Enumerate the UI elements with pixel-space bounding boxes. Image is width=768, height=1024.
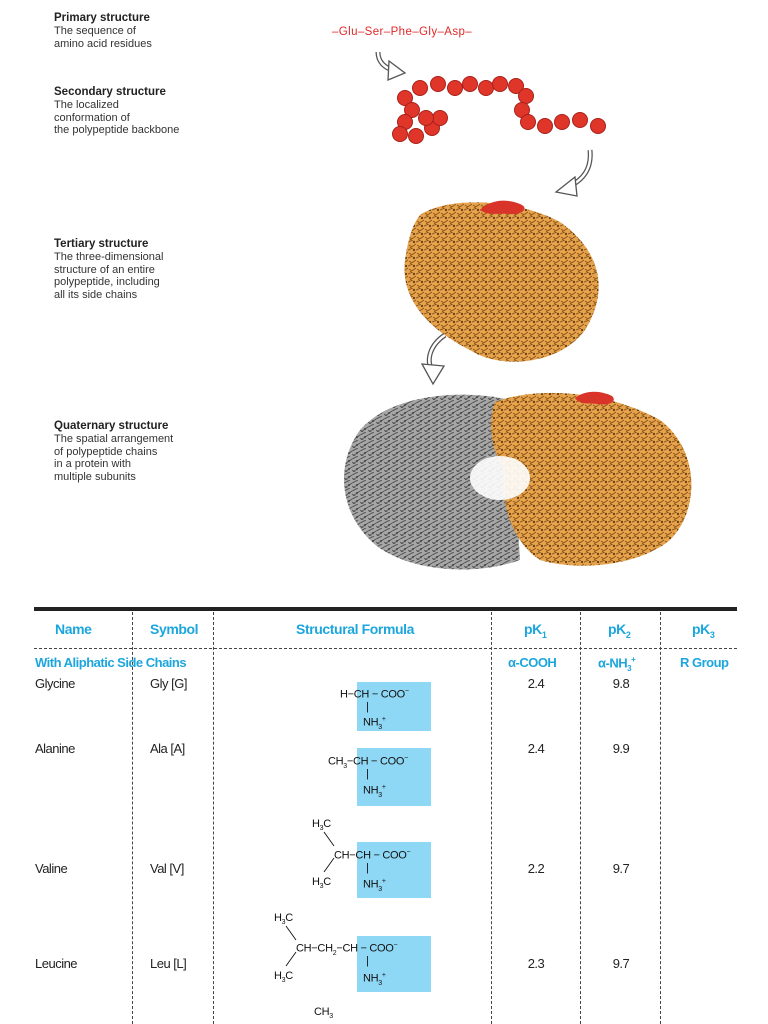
pk2-value: 9.8 xyxy=(612,676,630,691)
amino-group: $NH_3^+$ xyxy=(363,972,386,987)
quaternary-structure-desc: The spatial arrangement of polypeptide chains in a protein with multiple subunits xyxy=(54,433,174,483)
column-divider xyxy=(580,612,581,1024)
header-structural-formula: Structural Formula xyxy=(296,621,415,637)
bead xyxy=(433,111,448,126)
amino-acid-symbol: Ala [A] xyxy=(150,741,185,756)
amino-acid-name: Glycine xyxy=(35,676,75,691)
bond-line: | xyxy=(366,862,369,874)
header-pk2: $pK_2$ xyxy=(608,621,631,640)
arrow-icon xyxy=(556,150,590,196)
bond-line: | xyxy=(366,701,369,713)
alanine-formula: $CH_3-CH - COO^-$ xyxy=(328,755,408,770)
amino-group: $NH_3^+$ xyxy=(363,784,386,799)
subheader-pk2: $\alpha-NH_3^+$ xyxy=(598,655,636,673)
pk1-value: 2.2 xyxy=(527,861,545,876)
subheader-pk1: α-COOH xyxy=(508,655,557,670)
amino-acid-name: Valine xyxy=(35,861,68,876)
pk1-value: 2.3 xyxy=(527,956,545,971)
bead xyxy=(463,77,478,92)
bead xyxy=(409,129,424,144)
bond-lines xyxy=(272,920,302,972)
pk2-value: 9.7 xyxy=(612,956,630,971)
bond-line: | xyxy=(366,955,369,967)
tertiary-structure-title: Tertiary structure xyxy=(54,238,149,250)
pk1-value: 2.4 xyxy=(527,741,545,756)
bead xyxy=(591,119,606,134)
bond-lines xyxy=(310,826,340,878)
column-divider xyxy=(491,612,492,1024)
methyl-group: $H_3C$ xyxy=(312,818,331,833)
group-heading: With Aliphatic Side Chains xyxy=(35,655,187,670)
bead xyxy=(538,119,553,134)
pk2-value: 9.9 xyxy=(612,741,630,756)
bead xyxy=(573,113,588,128)
subheader-pk3: R Group xyxy=(680,655,729,670)
amino-acid-sequence: –Glu–Ser–Phe–Gly–Asp– xyxy=(332,26,473,38)
bead xyxy=(479,81,494,96)
header-pk3: $pK_3$ xyxy=(692,621,715,640)
methyl-group: $H_3C$ xyxy=(312,876,331,891)
table-header-rule xyxy=(34,648,737,649)
tertiary-structure-desc: The three-dimensional structure of an entire polypeptide, including all its side chains xyxy=(54,251,164,301)
pk1-value: 2.4 xyxy=(527,676,545,691)
tertiary-structure-model xyxy=(404,201,598,362)
primary-structure-desc: The sequence of amino acid residues xyxy=(54,25,152,50)
bead xyxy=(419,111,434,126)
bead xyxy=(521,115,536,130)
header-name: Name xyxy=(55,621,92,637)
secondary-structure-beads xyxy=(393,77,606,144)
amino-group: $NH_3^+$ xyxy=(363,716,386,731)
bead xyxy=(448,81,463,96)
methyl-group: $H_3C$ xyxy=(274,912,293,927)
amino-acid-name: Alanine xyxy=(35,741,75,756)
secondary-structure-desc: The localized conformation of the polypeptide backbone xyxy=(54,99,180,136)
arrow-icon xyxy=(378,52,405,80)
methyl-group: $H_3C$ xyxy=(274,970,293,985)
pk2-value: 9.7 xyxy=(612,861,630,876)
bead xyxy=(393,127,408,142)
arrow-icon xyxy=(422,335,445,384)
bead xyxy=(519,89,534,104)
primary-structure-title: Primary structure xyxy=(54,12,150,24)
quaternary-structure-model xyxy=(344,392,691,570)
header-symbol: Symbol xyxy=(150,621,199,637)
column-divider xyxy=(660,612,661,1024)
methyl-group: $CH_3$ xyxy=(314,1006,333,1021)
bead xyxy=(413,81,428,96)
glycine-formula: H−CH − COO− xyxy=(340,688,409,701)
valine-formula: CH−CH − COO− xyxy=(334,849,411,862)
bead xyxy=(555,115,570,130)
table-top-rule xyxy=(34,607,737,611)
secondary-structure-title: Secondary structure xyxy=(54,86,166,98)
amino-acid-symbol: Val [V] xyxy=(150,861,184,876)
amino-group: $NH_3^+$ xyxy=(363,878,386,893)
amino-acid-symbol: Gly [G] xyxy=(150,676,187,691)
column-divider xyxy=(132,612,133,1024)
bead xyxy=(431,77,446,92)
header-pk1: $pK_1$ xyxy=(524,621,547,640)
bond-line: | xyxy=(366,768,369,780)
amino-acid-symbol: Leu [L] xyxy=(150,956,187,971)
quaternary-structure-title: Quaternary structure xyxy=(54,420,169,432)
leucine-formula: $CH-CH_2-CH - COO^-$ xyxy=(296,942,398,957)
amino-acid-name: Leucine xyxy=(35,956,78,971)
column-divider xyxy=(213,612,214,1024)
bead xyxy=(493,77,508,92)
